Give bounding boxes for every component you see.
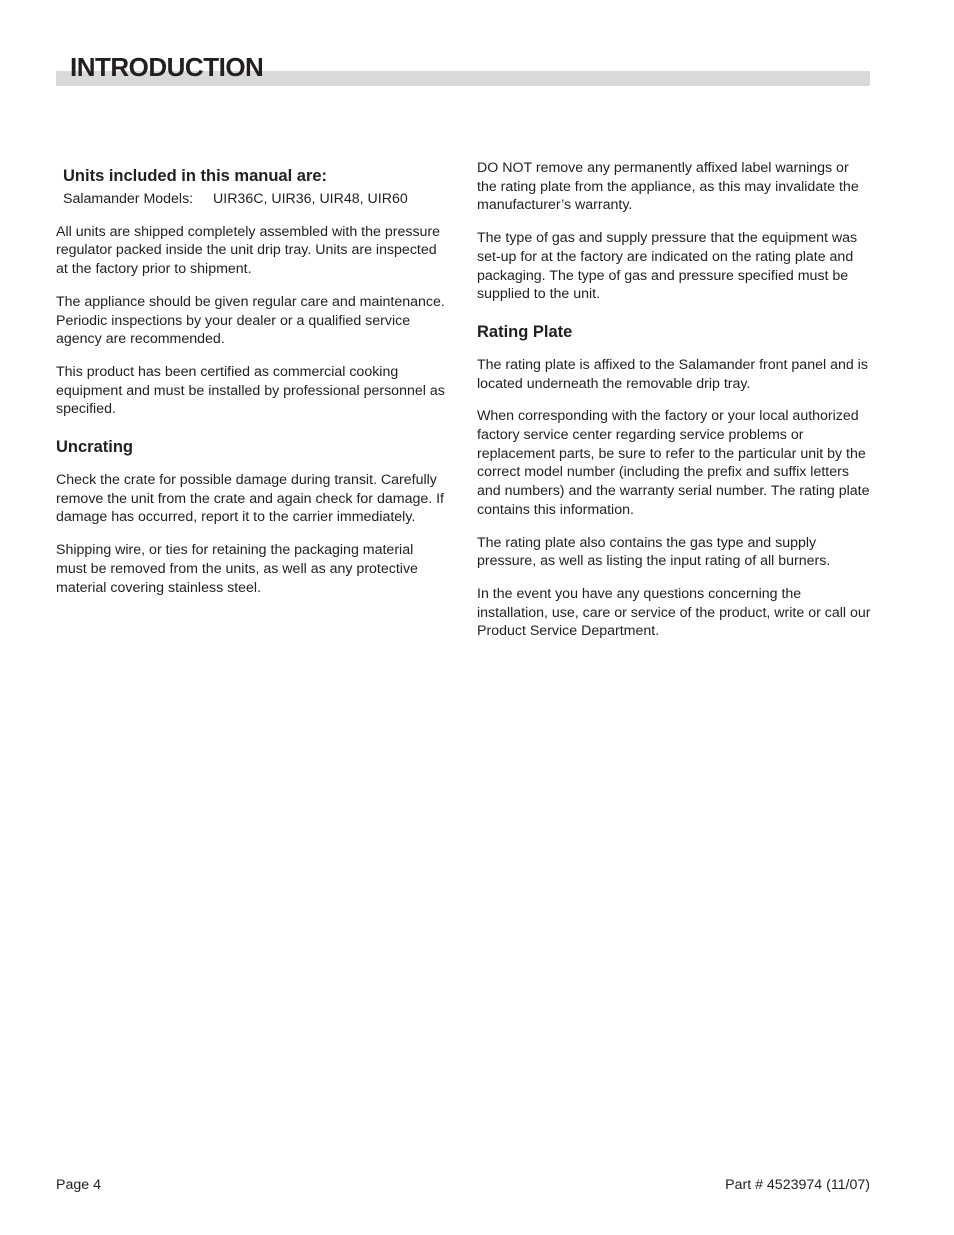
warning-paragraph: DO NOT remove any permanently affixed label warnings or the rating plate from the appliance, as this may invalidate the manufacturer’s warranty. (477, 160, 859, 214)
page-number: Page 4 (56, 1177, 101, 1193)
maintenance-paragraph: The appliance should be given regular care and maintenance. Periodic inspections by your dealer or a qualified service agency are recommended. (56, 293, 445, 348)
left-column (56, 160, 446, 611)
models-label: Salamander Models: (63, 191, 194, 207)
packaging-paragraph: Shipping wire, or ties for retaining the packaging material must be removed from the units, as well as any protective material covering stainless steel. (56, 542, 418, 596)
models-value: UIR36C, UIR36, UIR48, UIR60 (213, 191, 408, 207)
gas-type-paragraph: The type of gas and supply pressure that the equipment was set-up for at the factory are indicated on the rating plate and packaging. The type of gas and pressure specified must be supplied to the unit. (477, 230, 858, 303)
rating-plate-location-paragraph: The rating plate is affixed to the Salamander front panel and is located underneath the removable drip tray. (477, 356, 868, 392)
rating-plate-heading: Rating Plate (477, 322, 573, 341)
questions-paragraph: In the event you have any questions concerning the installation, use, care or service of the product, write or call our Product Service Department. (477, 585, 871, 640)
rating-plate-contents-paragraph: The rating plate also contains the gas type and supply pressure, as well as listing the input rating of all burners. (477, 534, 831, 570)
models-line (63, 190, 446, 209)
uncrating-paragraph: Check the crate for possible damage during transit. Carefully remove the unit from the crate and again check for damage. If damage has occurred, report it to the carrier immediately. (56, 472, 445, 526)
right-column (477, 159, 872, 655)
correspondence-paragraph: When corresponding with the factory or your local authorized factory service center regarding service problems or replacement parts, be sure to refer to the particular unit by the correct model number (including the prefix and suffix letters and numbers) and the warranty serial number. The rating plate contains this information. (477, 408, 870, 518)
certification-paragraph: This product has been certified as commercial cooking equipment and must be installed by professional personnel as specified. (56, 363, 445, 418)
shipping-paragraph: All units are shipped completely assembled with the pressure regulator packed inside the unit drip tray. Units are inspected at the factory prior to shipment. (56, 223, 441, 278)
uncrating-heading: Uncrating (56, 438, 134, 457)
page-title: INTRODUCTION (70, 52, 264, 82)
part-number: Part # 4523974 (11/07) (725, 1177, 870, 1193)
units-heading: Units included in this manual are: (63, 167, 328, 185)
